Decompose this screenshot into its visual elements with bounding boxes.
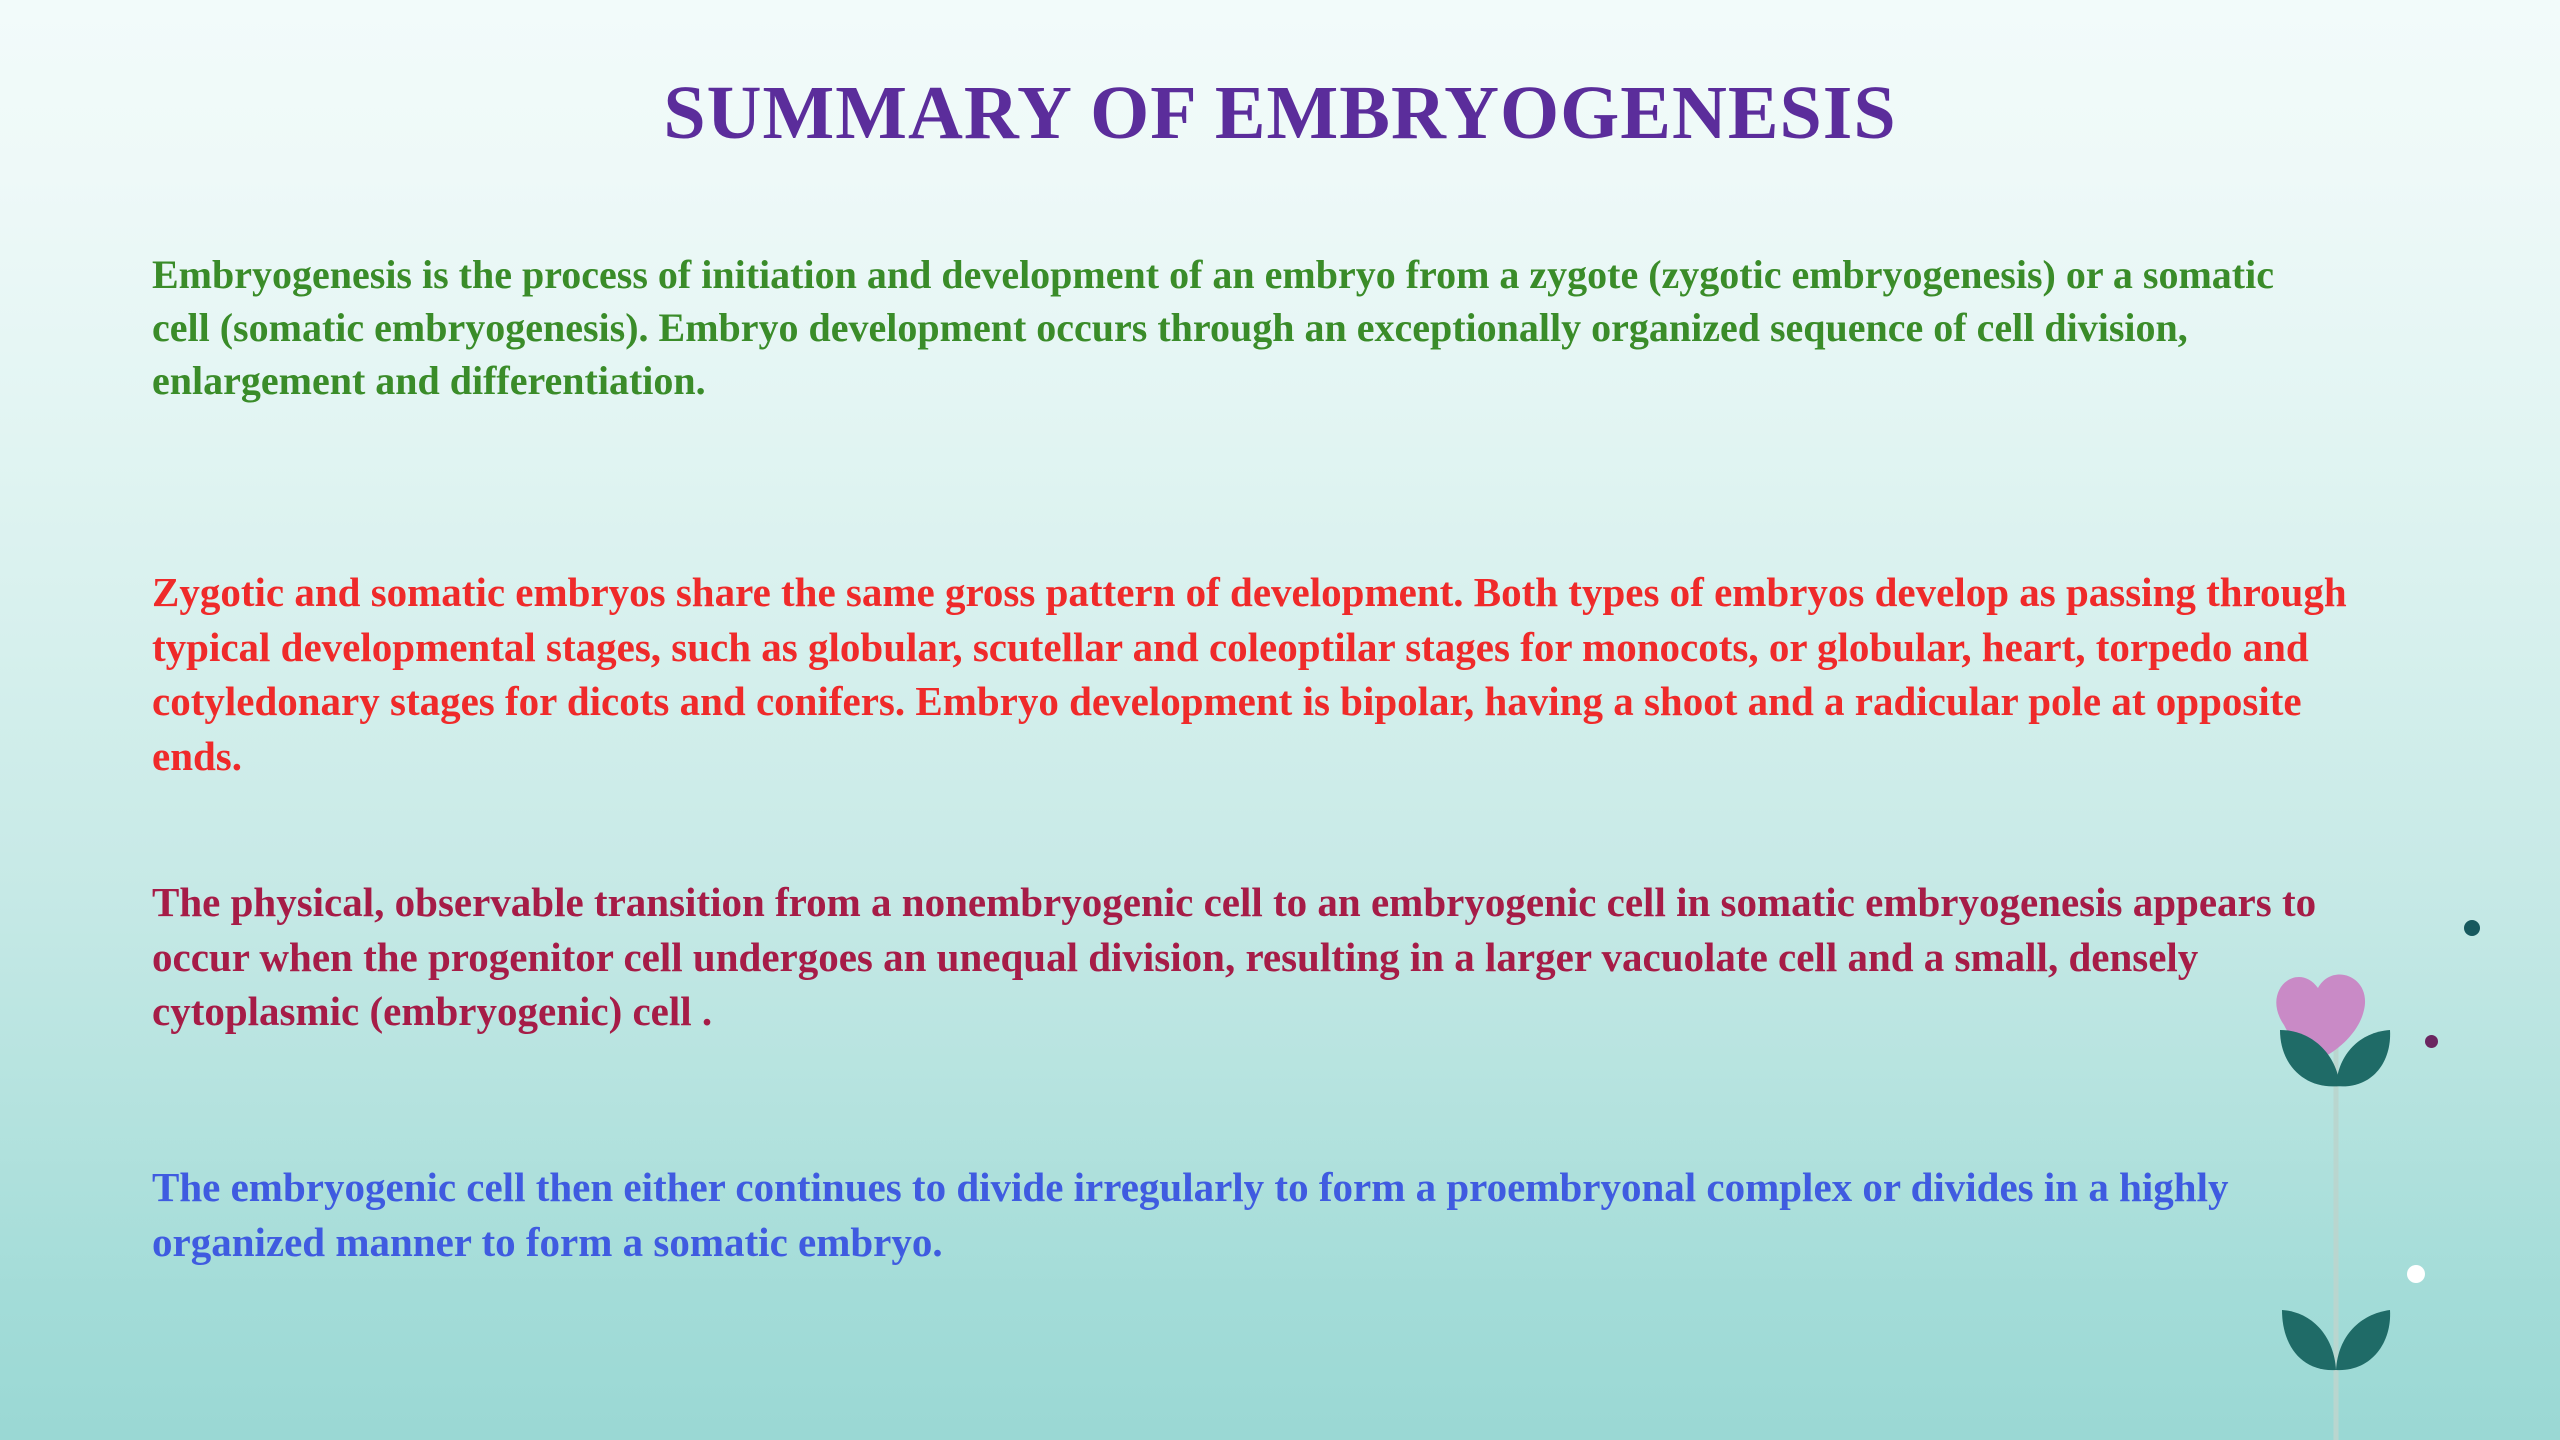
paragraph-physical-transition: The physical, observable transition from a nonembryogenic cell to an embryogenic cell in somatic embryogenesis appears to occur when the progenitor cell undergoes an unequal division, resulting in a larger vacuolate cell and a small, densely cytoplasmic (embryogenic) cell . (152, 879, 2317, 1035)
paragraph-embryogenesis-definition: Embryogenesis is the process of initiation and development of an embryo from a zygote (zygotic embryogenesis) or a somatic cell (somatic embryogenesis). Embryo development occurs through an exceptionally organized sequence of cell division, enlargement and differentiation. (152, 252, 2274, 404)
decorative-dot-purple-icon (2425, 1035, 2438, 1048)
page-title: SUMMARY OF EMBRYOGENESIS (663, 71, 1897, 155)
paragraph-zygotic-somatic-comparison: Zygotic and somatic embryos share the same gross pattern of development. Both types of embryos develop as passing through typical developmental stages, such as globular, scutellar and coleoptilar stages for monocots, or globular, heart, torpedo and cotyledonary stages for dicots and conifers. Embryo development is bipolar, having a shoot and a radicular pole at opposite ends. (152, 569, 2347, 779)
paragraph-embryogenic-cell-division: The embryogenic cell then either continues to divide irregularly to form a proembryonal complex or divides in a highly organized manner to form a somatic embryo. (152, 1164, 2229, 1265)
decorative-dot-white-icon (2407, 1265, 2425, 1283)
decorative-dot-teal-icon (2464, 920, 2480, 936)
